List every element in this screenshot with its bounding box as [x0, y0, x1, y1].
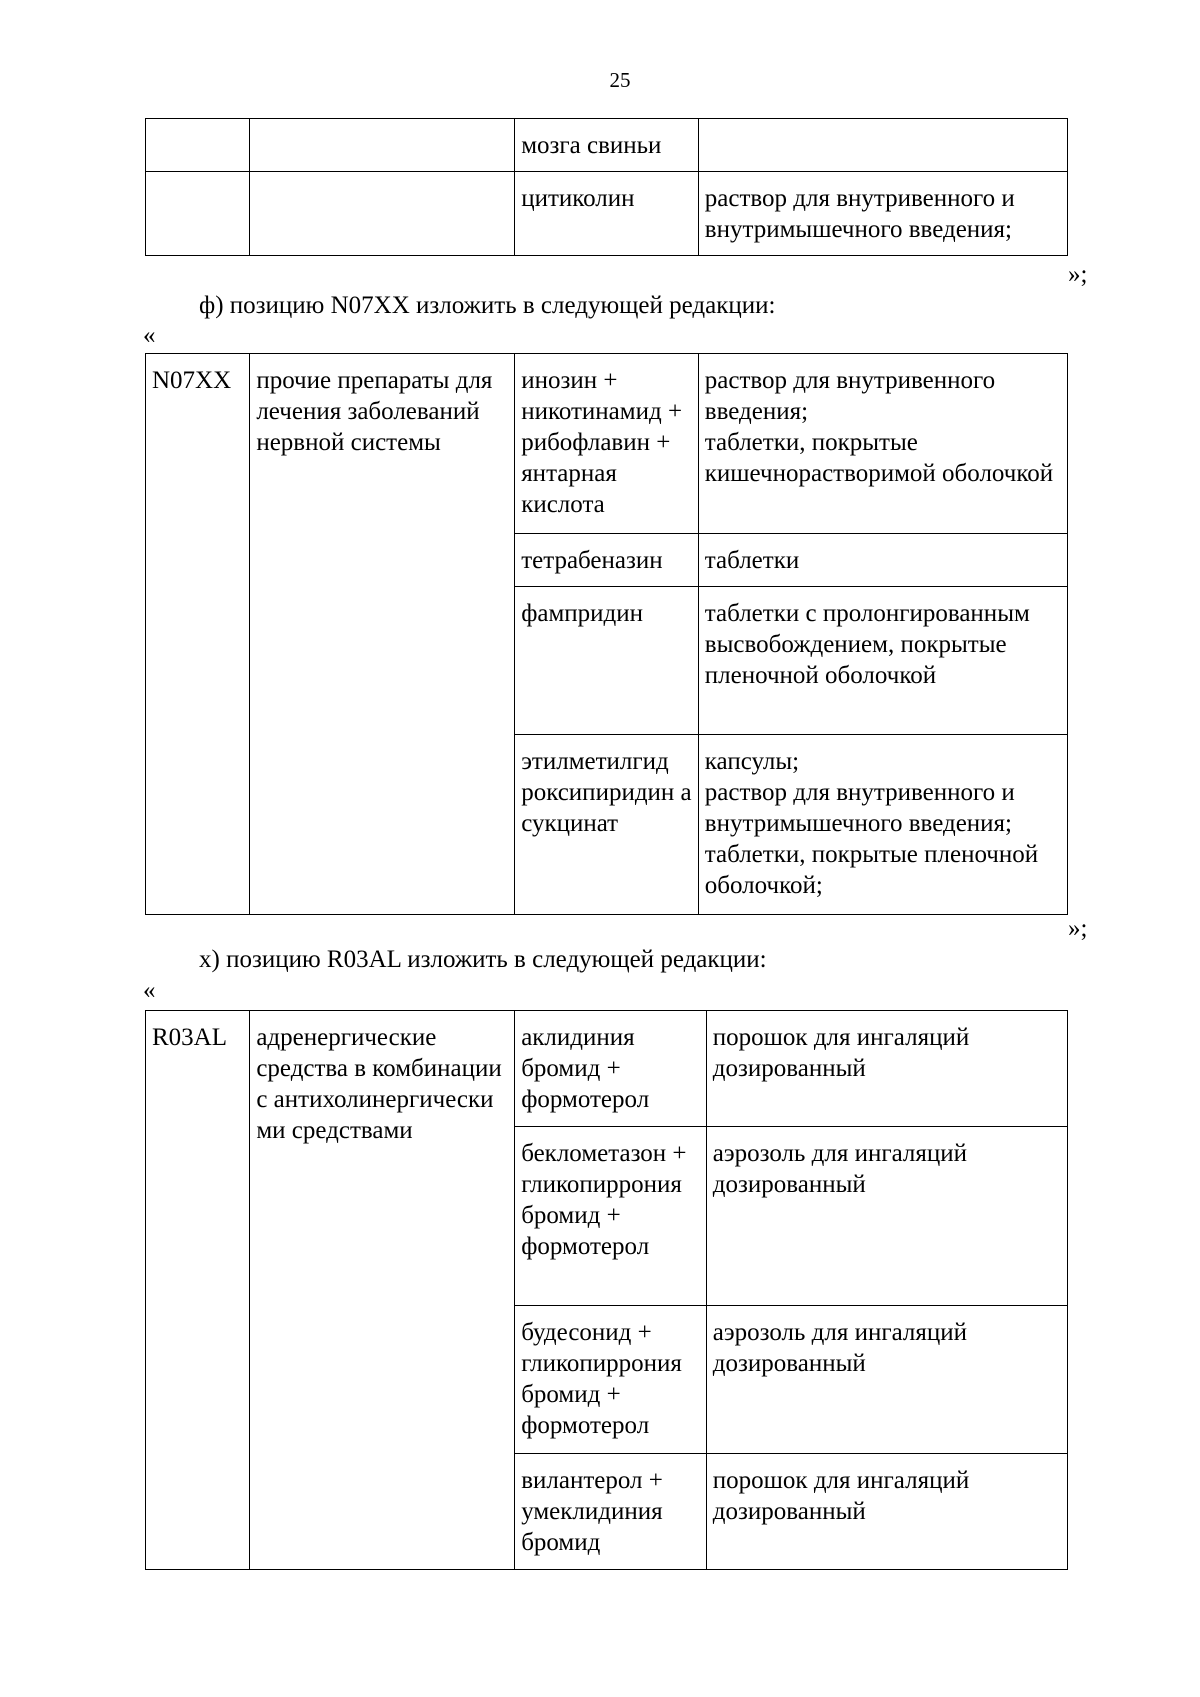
position-table-r03al — [145, 1010, 1068, 1570]
drug-cell: будесонид + гликопиррония бромид + формотерол — [515, 1306, 707, 1454]
instruction-paragraph: ф) позицию N07XX изложить в следующей редакции: — [199, 292, 776, 319]
table-row — [146, 172, 1068, 256]
code-cell — [146, 172, 250, 256]
continued-table — [145, 118, 1068, 256]
drug-cell: цитиколин — [515, 172, 699, 256]
table-row — [146, 1011, 1068, 1127]
drug-cell: беклометазон + гликопиррония бромид + формотерол — [515, 1127, 707, 1306]
group-cell — [250, 172, 515, 256]
closing-quote: »; — [1068, 915, 1088, 942]
form-cell: раствор для внутривенного и внутримышечного введения; — [698, 172, 1067, 256]
table-row — [146, 119, 1068, 172]
drug-cell: этилметилгид роксипиридин а сукцинат — [515, 735, 699, 915]
drug-cell: фампридин — [515, 587, 699, 735]
group-name-cell: прочие препараты для лечения заболеваний нервной системы — [250, 354, 515, 915]
drug-cell: вилантерол + умеклидиния бромид — [515, 1454, 707, 1570]
form-cell: раствор для внутривенного введения; таблетки, покрытые кишечнорастворимой оболочкой — [698, 354, 1067, 534]
atc-code-cell: R03AL — [146, 1011, 250, 1570]
drug-cell: инозин + никотинамид + рибофлавин + янтарная кислота — [515, 354, 699, 534]
drug-cell: мозга свиньи — [515, 119, 699, 172]
group-cell — [250, 119, 515, 172]
form-cell: аэрозоль для ингаляций дозированный — [706, 1306, 1067, 1454]
form-cell: таблетки с пролонгированным высвобождением, покрытые пленочной оболочкой — [698, 587, 1067, 735]
atc-code-cell: N07XX — [146, 354, 250, 915]
group-name-cell: адренергические средства в комбинации с антихолинергически ми средствами — [250, 1011, 515, 1570]
form-cell: таблетки — [698, 534, 1067, 587]
table-row — [146, 354, 1068, 534]
closing-quote: »; — [1068, 261, 1088, 288]
code-cell — [146, 119, 250, 172]
opening-quote: « — [143, 977, 156, 1004]
page-number: 25 — [609, 68, 631, 92]
form-cell: капсулы; раствор для внутривенного и внутримышечного введения; таблетки, покрытые пленочной оболочкой; — [698, 735, 1067, 915]
form-cell — [698, 119, 1067, 172]
form-cell: порошок для ингаляций дозированный — [706, 1011, 1067, 1127]
position-table-n07xx — [145, 353, 1068, 915]
drug-cell: аклидиния бромид + формотерол — [515, 1011, 707, 1127]
form-cell: порошок для ингаляций дозированный — [706, 1454, 1067, 1570]
drug-cell: тетрабеназин — [515, 534, 699, 587]
opening-quote: « — [143, 322, 156, 349]
form-cell: аэрозоль для ингаляций дозированный — [706, 1127, 1067, 1306]
instruction-paragraph: х) позицию R03AL изложить в следующей редакции: — [199, 946, 767, 973]
